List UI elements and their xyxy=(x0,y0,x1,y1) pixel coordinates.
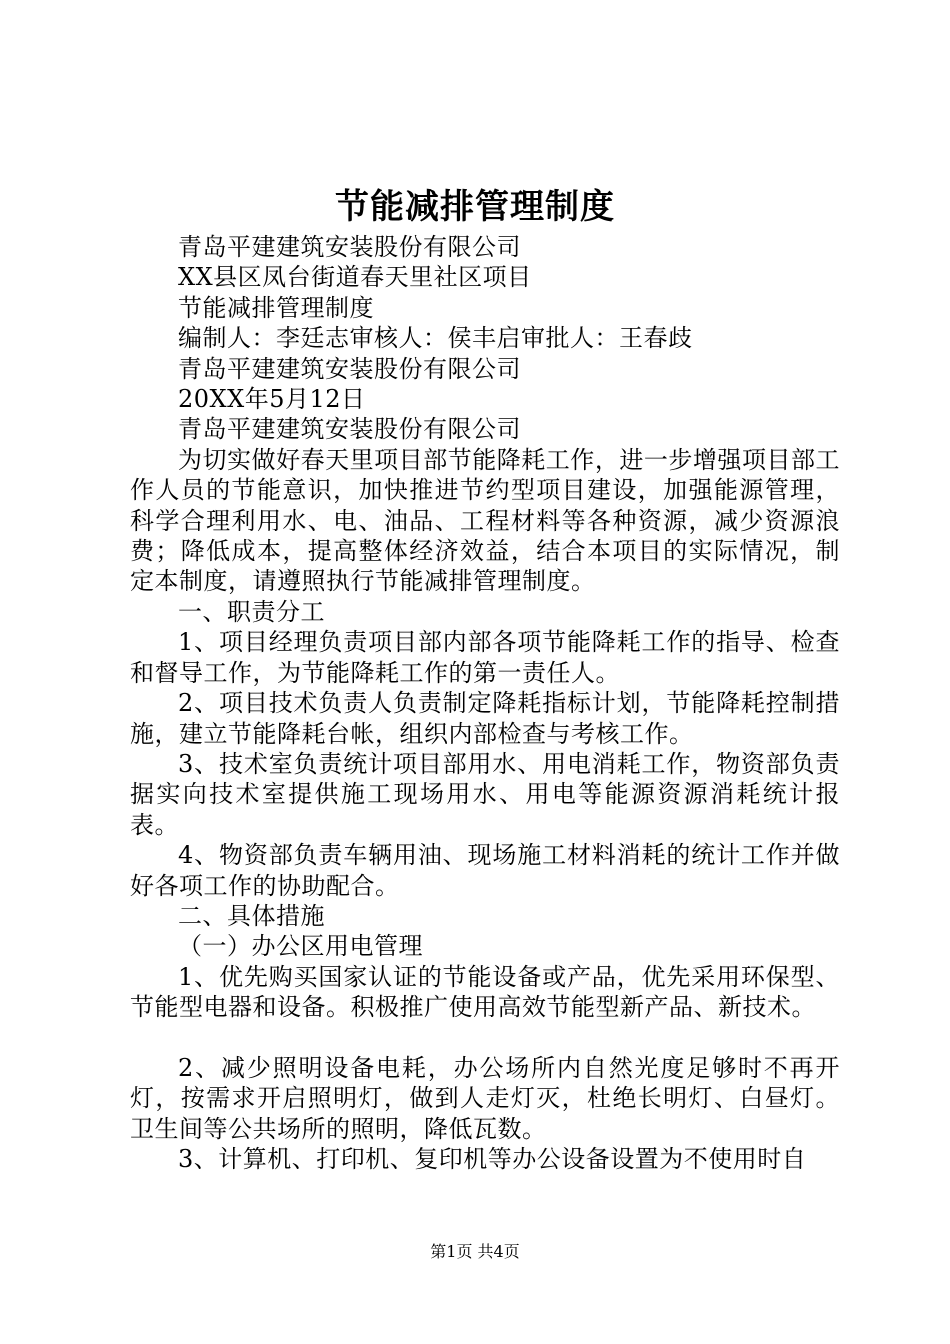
subtitle: 节能减排管理制度 xyxy=(178,293,374,322)
document-date: 20XX年5月12日 xyxy=(178,385,366,414)
company-name: 青岛平建建筑安装股份有限公司 xyxy=(178,415,521,444)
section-heading: 二、具体措施 xyxy=(178,901,325,930)
body-paragraph: 2、项目技术负责人负责制定降耗指标计划，节能降耗控制措施，建立节能降耗台帐，组织内部检查与考核工作。 xyxy=(130,689,840,748)
section-heading: 一、职责分工 xyxy=(178,597,325,626)
body-paragraph: 4、物资部负责车辆用油、现场施工材料消耗的统计工作并做好各项工作的协助配合。 xyxy=(130,841,840,900)
body-paragraph: 1、项目经理负责项目部内部各项节能降耗工作的指导、检查和督导工作，为节能降耗工作的第一责任人。 xyxy=(130,628,840,687)
body-paragraph: 1、优先购买国家认证的节能设备或产品，优先采用环保型、节能型电器和设备。积极推广使用高效节能型新产品、新技术。 xyxy=(130,962,840,1022)
company-name: 青岛平建建筑安装股份有限公司 xyxy=(178,354,521,383)
document-body xyxy=(130,232,840,1175)
body-paragraph: 2、减少照明设备电耗，办公场所内自然光度足够时不再开灯，按需求开启照明灯，做到人走灯灭，杜绝长明灯、白昼灯。卫生间等公共场所的照明，降低瓦数。 xyxy=(130,1053,840,1143)
body-paragraph: 3、计算机、打印机、复印机等办公设备设置为不使用时自 xyxy=(178,1145,807,1174)
project-name: XX县区凤台街道春天里社区项目 xyxy=(178,263,532,292)
subsection-heading: （一）办公区用电管理 xyxy=(178,932,423,961)
document-title: 节能减排管理制度 xyxy=(335,187,615,227)
authors-line: 编制人：李廷志审核人：侯丰启审批人：王春歧 xyxy=(178,324,693,353)
body-paragraph: 3、技术室负责统计项目部用水、用电消耗工作，物资部负责据实向技术室提供施工现场用水、用电等能源资源消耗统计报表。 xyxy=(130,749,840,839)
page-footer: 第1页 共4页 xyxy=(430,1242,520,1261)
company-name: 青岛平建建筑安装股份有限公司 xyxy=(178,233,521,261)
intro-paragraph: 为切实做好春天里项目部节能降耗工作，进一步增强项目部工作人员的节能意识，加快推进节约型项目建设，加强能源管理，科学合理利用水、电、油品、工程材料等各种资源，减少资源浪费；降低成本，提高整体经济效益，结合本项目的实际情况，制定本制度，请遵照执行节能减排管理制度。 xyxy=(130,445,840,596)
